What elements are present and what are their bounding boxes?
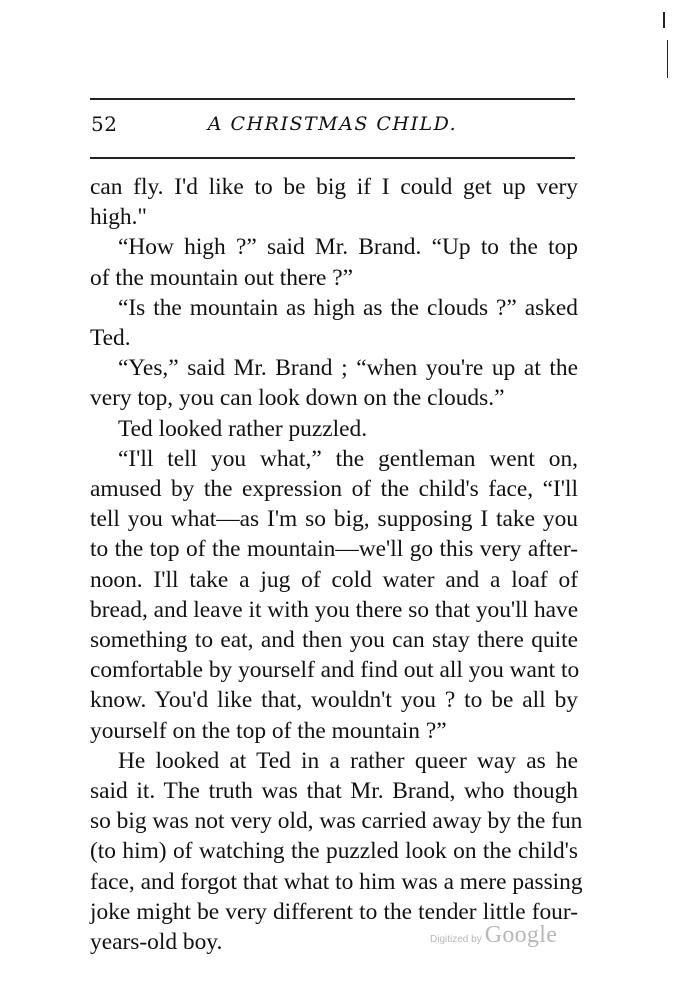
text-line: face, and forgot that what to him was a mere passing [90, 868, 583, 895]
text-line: “How high ?” said Mr. Brand. “Up to the top [118, 234, 578, 261]
page-number: 52 [91, 112, 118, 136]
text-line: “I'll tell you what,” the gentleman went on, [118, 445, 578, 472]
digitized-watermark [430, 922, 557, 949]
text-line: “Yes,” said Mr. Brand ; “when you're up at the [118, 355, 578, 382]
running-title: A CHRISTMAS CHILD. [207, 113, 458, 135]
text-line: joke might be very different to the tender little four- [90, 898, 578, 925]
scan-edge-mark-middle [667, 40, 668, 78]
text-line: bread, and leave it with you there so that you'll have [90, 596, 579, 623]
text-line: very top, you can look down on the clouds.” [90, 385, 505, 412]
text-line: tell you what—as I'm so big, supposing I take you [90, 506, 578, 533]
text-line: Ted looked rather puzzled. [118, 415, 368, 442]
text-line: so big was not very old, was carried away by the fun [90, 808, 583, 835]
text-line: yourself on the top of the mountain ?” [90, 717, 447, 744]
header-rule-top [90, 98, 575, 100]
text-line: (to him) of watching the puzzled look on the child's [90, 838, 578, 865]
header-rule-bottom [90, 157, 575, 159]
watermark-brand: Google [484, 922, 558, 948]
text-line: noon. I'll take a jug of cold water and a loaf of [90, 566, 578, 593]
text-line: something to eat, and then you can stay there quite [90, 627, 578, 654]
scan-edge-mark-top [663, 12, 665, 28]
text-line: know. You'd like that, wouldn't you ? to be all by [90, 687, 578, 714]
watermark-prefix: Digitized by [430, 934, 482, 945]
text-line: comfortable by yourself and find out all you want to [90, 657, 580, 684]
text-line: can fly. I'd like to be big if I could get up very [90, 174, 578, 200]
text-line: Ted. [90, 325, 131, 352]
text-line: to the top of the mountain—we'll go this very after- [90, 536, 578, 563]
text-line: He looked at Ted in a rather queer way as he [118, 747, 578, 774]
text-line: years-old boy. [90, 929, 223, 956]
text-line: of the mountain out there ?” [90, 264, 354, 291]
text-line: high." [90, 204, 147, 231]
text-line: said it. The truth was that Mr. Brand, who though [90, 778, 578, 805]
text-line: “Is the mountain as high as the clouds ?” asked [118, 294, 578, 321]
body-text [90, 172, 583, 957]
text-line: amused by the expression of the child's face, “I'll [90, 476, 578, 503]
